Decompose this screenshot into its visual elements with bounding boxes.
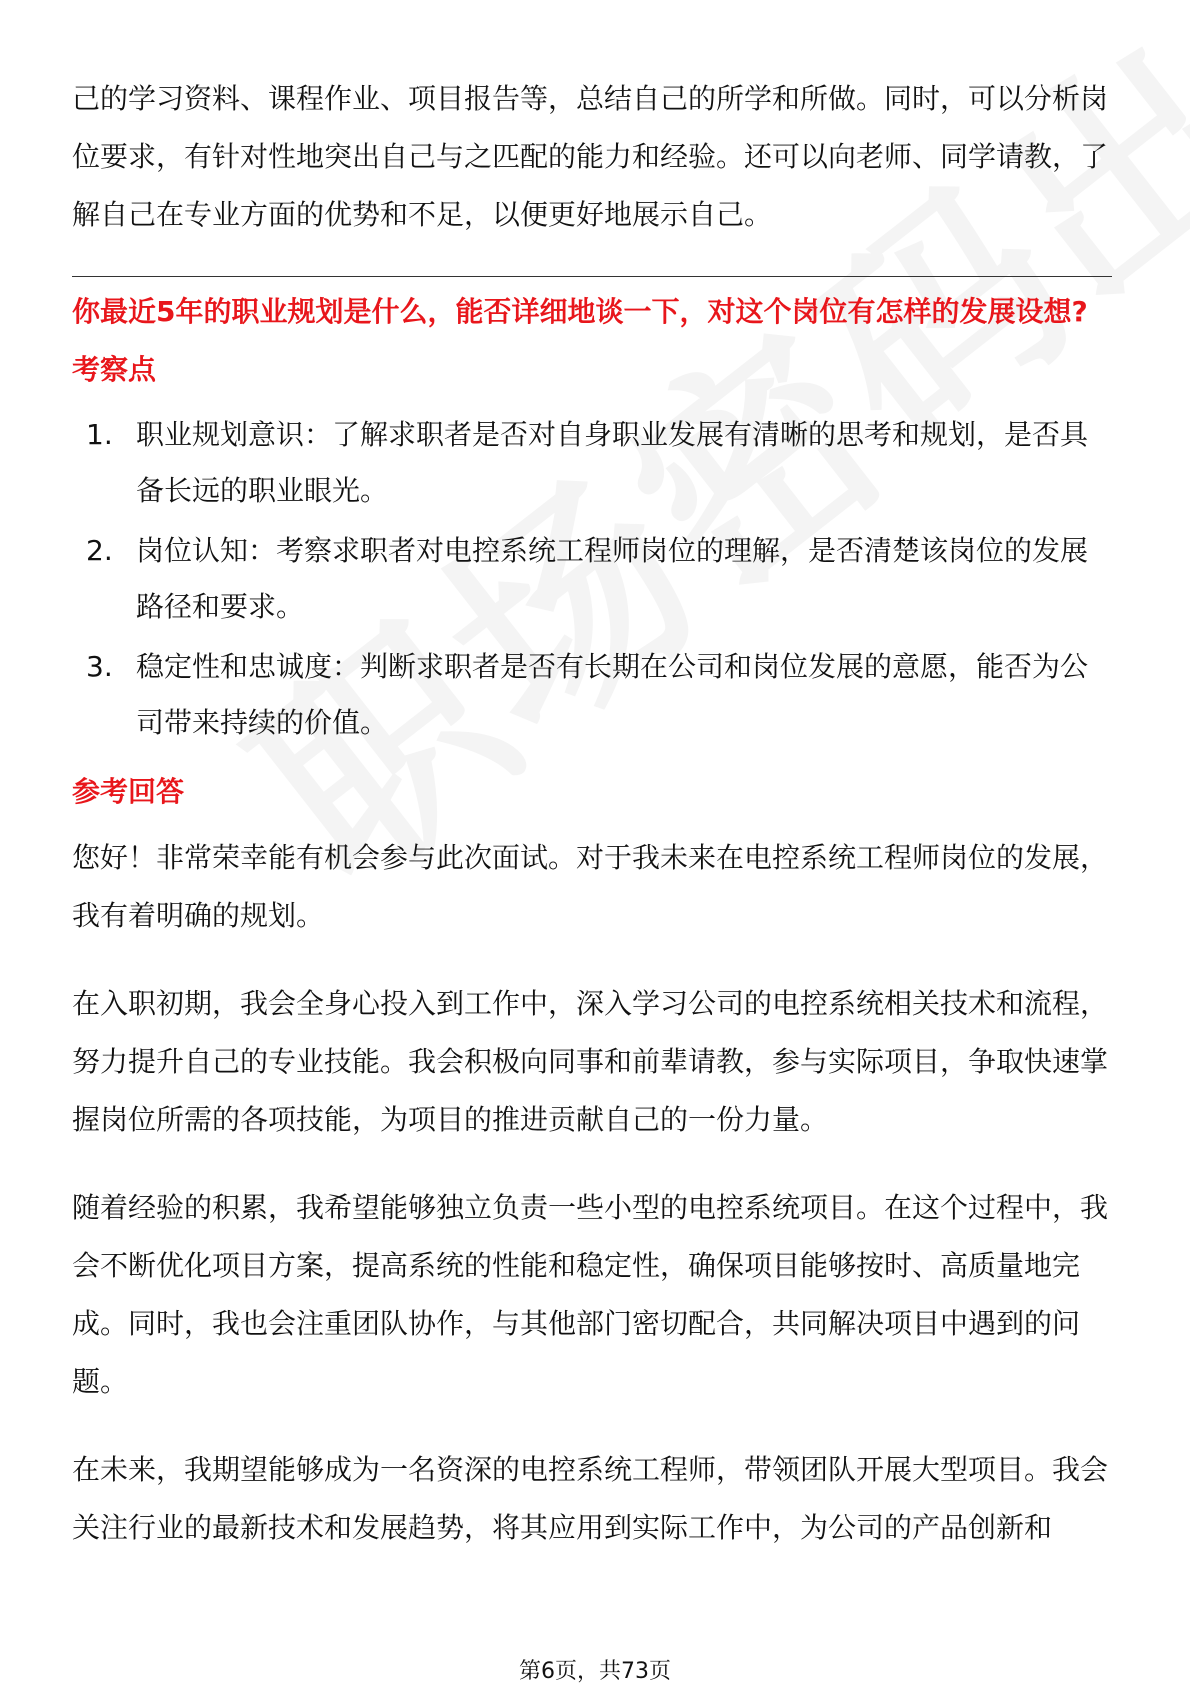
- answer-paragraph: 随着经验的积累，我希望能够独立负责一些小型的电控系统项目。在这个过程中，我会不断优化项目方案，提高系统的性能和稳定性，确保项目能够按时、高质量地完成。同时，我也会注重团队协作，与其他部门密切配合，共同解决项目中遇到的问题。: [72, 1191, 1109, 1398]
- point-text: 岗位认知：考察求职者对电控系统工程师岗位的理解，是否清楚该岗位的发展路径和要求。: [136, 534, 1089, 623]
- assessment-points: [72, 407, 1112, 751]
- intro-paragraph: 己的学习资料、课程作业、项目报告等，总结自己的所学和所做。同时，可以分析岗位要求，有针对性地突出自己与之匹配的能力和经验。还可以向老师、同学请教，了解自己在专业方面的优势和不足，以便更好地展示自己。: [72, 82, 1109, 231]
- answer-paragraph: 在入职初期，我会全身心投入到工作中，深入学习公司的电控系统相关技术和流程，努力提升自己的专业技能。我会积极向同事和前辈请教，参与实际项目，争取快速掌握岗位所需的各项技能，为项目的推进贡献自己的一份力量。: [72, 987, 1109, 1136]
- point-text: 稳定性和忠诚度：判断求职者是否有长期在公司和岗位发展的意愿，能否为公司带来持续的价值。: [136, 650, 1089, 739]
- interview-question: 你最近5年的职业规划是什么，能否详细地谈一下，对这个岗位有怎样的发展设想?: [72, 295, 1088, 328]
- point-number: 3.: [86, 650, 113, 683]
- point-number: 2.: [86, 534, 113, 567]
- assessment-point: [72, 639, 1112, 751]
- assessment-label: 考察点: [72, 353, 157, 386]
- section-divider: [72, 276, 1112, 277]
- assessment-point: [72, 523, 1112, 635]
- point-text: 职业规划意识：了解求职者是否对自身职业发展有清晰的思考和规划，是否具备长远的职业眼光。: [136, 418, 1089, 507]
- answer-label: 参考回答: [72, 775, 185, 808]
- assessment-point: [72, 407, 1112, 519]
- point-number: 1.: [86, 418, 113, 451]
- page-footer: 第6页，共73页: [519, 1659, 671, 1684]
- answer-paragraph: 在未来，我期望能够成为一名资深的电控系统工程师，带领团队开展大型项目。我会关注行业的最新技术和发展趋势，将其应用到实际工作中，为公司的产品创新和: [72, 1453, 1109, 1544]
- page-content: [72, 70, 1112, 1587]
- answer-paragraph: 您好！非常荣幸能有机会参与此次面试。对于我未来在电控系统工程师岗位的发展，我有着明确的规划。: [72, 841, 1109, 932]
